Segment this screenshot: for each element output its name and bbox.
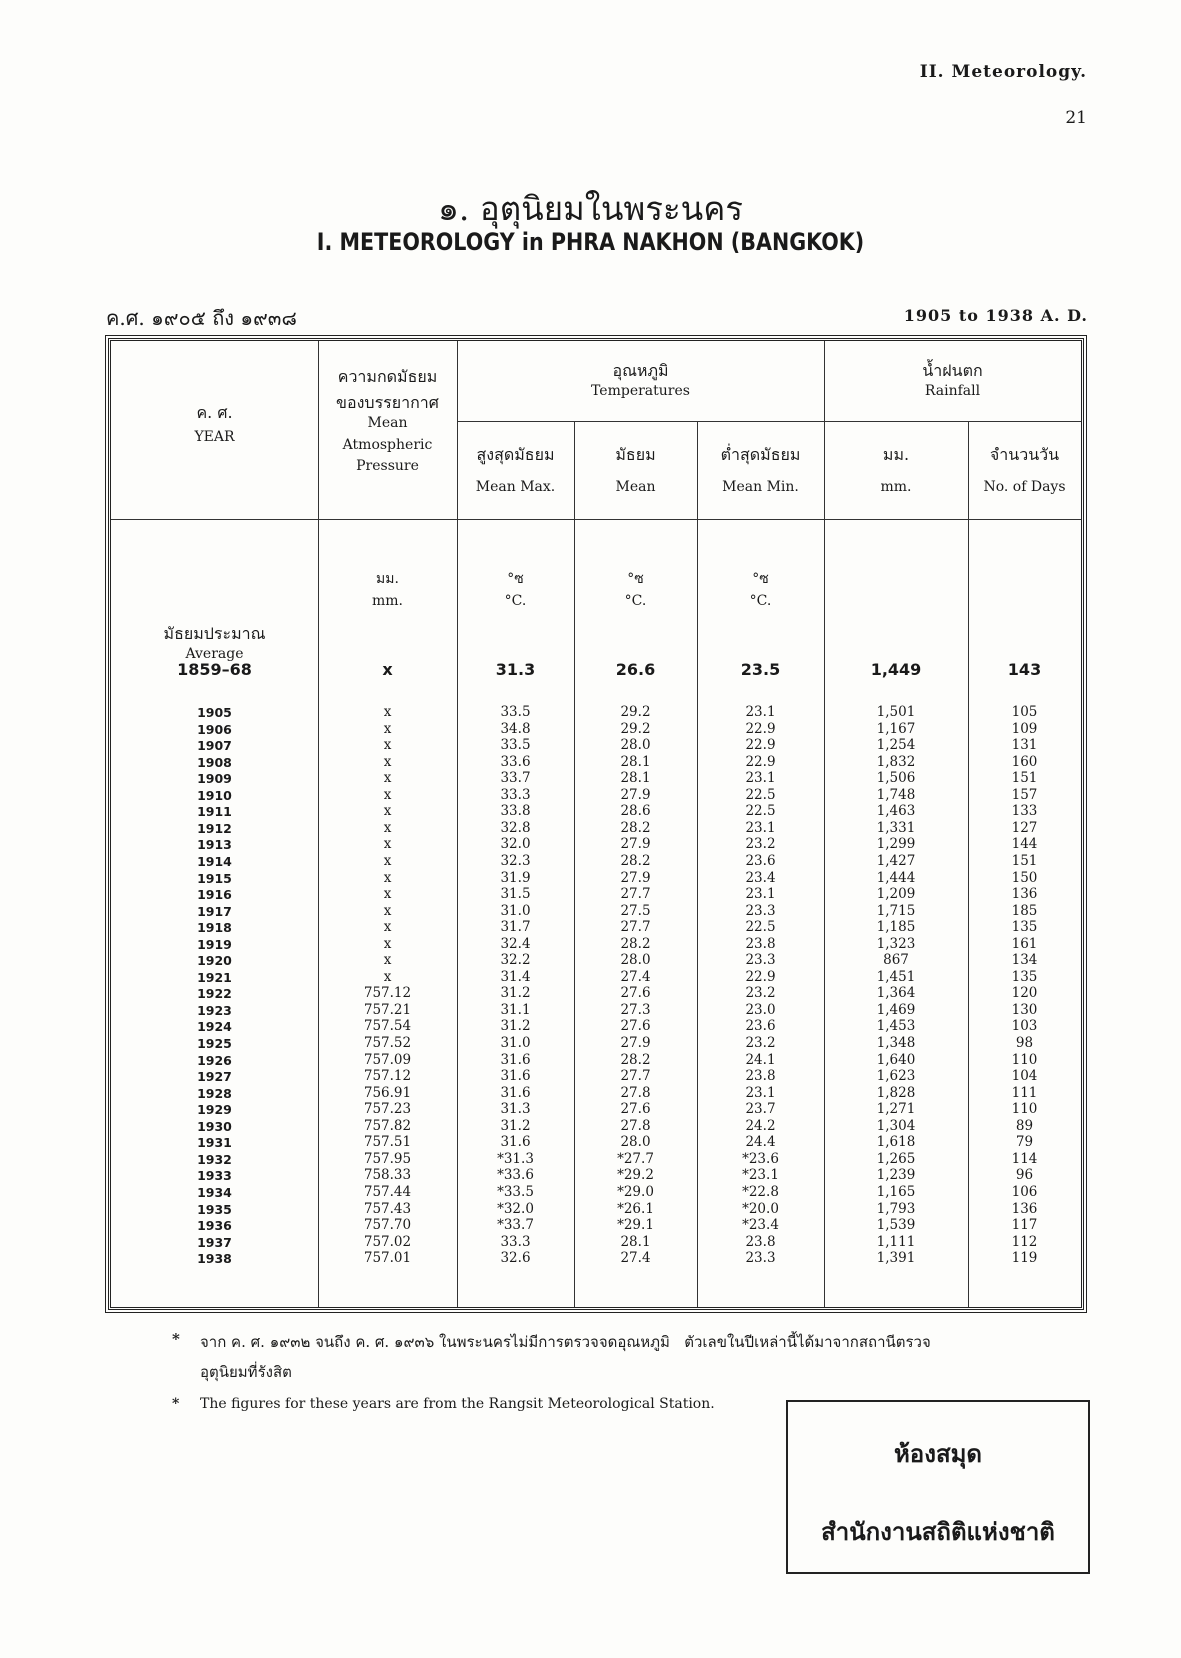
mean-max-cell: 34.8 [500, 720, 531, 737]
rainfall-mm-header-thai: มม. [882, 445, 910, 464]
pressure-cell: x [383, 704, 392, 720]
rainfall-days-cell: 79 [1015, 1134, 1034, 1151]
mean-min-cell: 23.1 [745, 819, 776, 836]
pressure-unit-english: mm. [371, 592, 403, 609]
rainfall-days-cell: 120 [1011, 985, 1038, 1002]
year-cell: 1937 [197, 1234, 232, 1250]
mean-cell: 28.1 [620, 753, 651, 770]
mean-max-cell: 31.3 [500, 1101, 531, 1118]
pressure-cell: 757.23 [363, 1101, 412, 1118]
temperature-header-thai: อุณหภูมิ [612, 361, 669, 380]
mean-cell: 27.9 [620, 836, 651, 853]
rainfall-mm-cell: 1,265 [876, 1150, 916, 1167]
mean-max-cell: 33.7 [500, 770, 531, 787]
mean-min-cell: *23.4 [742, 1217, 779, 1234]
mean-min-cell: 23.1 [745, 1084, 776, 1101]
rainfall-days-cell: 185 [1011, 902, 1038, 919]
year-cell: 1907 [197, 738, 232, 754]
rainfall-mm-cell: 1,444 [876, 869, 916, 886]
mean-min-cell: 23.8 [745, 935, 776, 952]
mean-max-cell: 31.6 [500, 1051, 531, 1068]
mean-unit-english: °C. [624, 592, 647, 609]
year-cell: 1920 [197, 953, 232, 969]
mean-min-cell: 23.3 [745, 902, 776, 919]
mean-min-cell: 23.1 [745, 770, 776, 787]
rainfall-mm-cell: 1,640 [876, 1051, 916, 1068]
mean-min-cell: *20.0 [742, 1200, 779, 1217]
mean-min-cell: 23.8 [745, 1068, 776, 1085]
footnote-english: The figures for these years are from the Rangsit Meteorological Station. [200, 1396, 715, 1412]
rainfall-days-cell: 105 [1011, 704, 1038, 720]
mean-max-cell: 32.8 [500, 819, 531, 836]
pressure-cell: 757.21 [363, 1001, 412, 1018]
mean-min-cell: 23.8 [745, 1233, 776, 1250]
mean-cell: 28.0 [620, 1134, 651, 1151]
pressure-cell: 757.70 [363, 1217, 412, 1234]
year-cell: 1909 [197, 771, 232, 787]
pressure-cell: 757.01 [363, 1250, 412, 1267]
rainfall-days-cell: 150 [1011, 869, 1038, 886]
year-cell: 1912 [197, 820, 232, 836]
pressure-cell: x [383, 753, 392, 770]
rainfall-days-cell: 131 [1011, 737, 1038, 754]
pressure-cell: x [383, 968, 392, 985]
rainfall-days-cell: 130 [1011, 1001, 1038, 1018]
mean-cell: 27.8 [620, 1117, 651, 1134]
rainfall-days-cell: 151 [1011, 852, 1038, 869]
pressure-cell: 757.02 [363, 1233, 412, 1250]
mean-min-cell: 23.6 [745, 852, 776, 869]
rainfall-mm-cell: 1,793 [876, 1200, 916, 1217]
year-cell: 1924 [197, 1019, 232, 1035]
rainfall-mm-cell: 1,501 [876, 704, 916, 720]
pressure-header-english-3: Pressure [356, 458, 419, 474]
max-unit-english: °C. [504, 592, 527, 609]
mean-max-cell: 31.1 [500, 1001, 531, 1018]
rainfall-mm-header-english: mm. [880, 479, 912, 495]
pressure-cell: 757.12 [363, 1068, 412, 1085]
pressure-cell: x [382, 660, 393, 679]
year-cell: 1935 [197, 1201, 232, 1217]
mean-max-cell: 31.9 [500, 869, 531, 886]
mean-min-header-english: Mean Min. [722, 479, 799, 495]
mean-cell: 27.6 [620, 985, 651, 1002]
rainfall-days-cell: 89 [1015, 1117, 1034, 1134]
rainfall-days-cell: 110 [1011, 1101, 1038, 1118]
rainfall-days-cell: 98 [1015, 1035, 1034, 1051]
footnote-star: * [172, 1396, 180, 1412]
stamp-line-1: ห้องสมุด [893, 1439, 982, 1468]
year-cell: 1922 [197, 986, 232, 1002]
mean-cell: 28.2 [620, 935, 651, 952]
rainfall-mm-cell: 1,209 [876, 886, 916, 903]
mean-max-cell: *33.7 [497, 1217, 534, 1234]
rainfall-days-cell: 160 [1011, 753, 1038, 770]
year-cell: 1928 [197, 1085, 232, 1101]
rainfall-mm-cell: 1,618 [876, 1134, 916, 1151]
mean-cell: *29.2 [617, 1167, 654, 1184]
pressure-cell: 757.12 [363, 985, 412, 1002]
mean-min-cell: 22.9 [745, 968, 776, 985]
mean-min-header-thai: ต่ำสุดมัธยม [720, 445, 801, 464]
pressure-cell: x [383, 803, 392, 820]
year-cell: 1906 [197, 721, 232, 737]
mean-max-cell: 33.8 [500, 803, 531, 820]
mean-max-cell: 32.2 [500, 952, 531, 969]
pressure-cell: x [383, 720, 392, 737]
rainfall-mm-cell: 1,299 [876, 836, 916, 853]
mean-max-cell: 31.2 [500, 1018, 531, 1035]
pressure-cell: x [383, 819, 392, 836]
footnote-star: * [172, 1330, 180, 1348]
year-cell: 1914 [197, 853, 232, 869]
mean-cell: 28.1 [620, 1233, 651, 1250]
mean-min-cell: 23.5 [740, 660, 781, 679]
pressure-cell: x [383, 770, 392, 787]
mean-max-cell: 31.4 [500, 968, 531, 985]
mean-cell: 27.9 [620, 786, 651, 803]
year-cell: 1934 [197, 1184, 232, 1200]
rainfall-days-cell: 143 [1007, 660, 1042, 679]
rainfall-mm-cell: 1,254 [876, 737, 916, 754]
mean-cell: 27.9 [620, 869, 651, 886]
pressure-header-english-1: Mean [367, 415, 408, 431]
section-header: II. Meteorology. [919, 62, 1087, 82]
rainfall-days-cell: 110 [1011, 1051, 1038, 1068]
mean-max-cell: 31.6 [500, 1068, 531, 1085]
header-bottom-line [111, 519, 1081, 520]
mean-cell: 27.9 [620, 1035, 651, 1051]
mean-min-cell: 24.4 [745, 1134, 776, 1151]
pressure-cell: 757.51 [363, 1134, 412, 1151]
mean-min-cell: 22.5 [745, 919, 776, 936]
year-cell: 1926 [197, 1052, 232, 1068]
rainfall-mm-cell: 1,304 [876, 1117, 916, 1134]
year-cell: 1921 [197, 969, 232, 985]
pressure-header-thai-1: ความกดมัธยม [337, 367, 438, 386]
rainfall-days-cell: 151 [1011, 770, 1038, 787]
rainfall-mm-cell: 1,463 [876, 803, 916, 820]
year-cell: 1908 [197, 754, 232, 770]
mean-min-cell: 23.0 [745, 1001, 776, 1018]
mean-max-cell: 32.6 [500, 1250, 531, 1267]
mean-min-cell: 23.2 [745, 836, 776, 853]
rainfall-days-cell: 117 [1011, 1217, 1038, 1234]
mean-cell: 27.6 [620, 1101, 651, 1118]
rainfall-days-cell: 135 [1011, 919, 1038, 936]
pressure-cell: x [383, 935, 392, 952]
rainfall-mm-cell: 1,391 [876, 1250, 916, 1267]
mean-max-cell: 33.5 [500, 737, 531, 754]
mean-min-cell: 23.7 [745, 1101, 776, 1118]
mean-cell: 28.2 [620, 819, 651, 836]
pressure-cell: x [383, 786, 392, 803]
mean-min-cell: 23.3 [745, 1250, 776, 1267]
rainfall-mm-cell: 1,331 [876, 819, 916, 836]
year-cell: 1938 [197, 1251, 232, 1267]
header-divider [457, 421, 1081, 422]
mean-min-cell: 24.2 [745, 1117, 776, 1134]
rainfall-days-cell: 104 [1011, 1068, 1038, 1085]
rainfall-days-cell: 103 [1011, 1018, 1038, 1035]
year-cell: 1919 [197, 936, 232, 952]
year-cell: 1929 [197, 1102, 232, 1118]
mean-max-cell: 31.7 [500, 919, 531, 936]
mean-cell: 27.4 [620, 1250, 651, 1267]
rainfall-mm-cell: 1,111 [876, 1233, 916, 1250]
mean-min-cell: 23.6 [745, 1018, 776, 1035]
mean-max-cell: 33.5 [500, 704, 531, 720]
pressure-cell: 757.52 [363, 1035, 412, 1051]
year-cell: 1910 [197, 787, 232, 803]
mean-max-cell: *33.6 [497, 1167, 534, 1184]
year-cell: 1915 [197, 870, 232, 886]
year-cell: 1916 [197, 887, 232, 903]
rainfall-mm-cell: 1,165 [876, 1183, 916, 1200]
rainfall-mm-cell: 1,427 [876, 852, 916, 869]
mean-max-cell: 33.6 [500, 753, 531, 770]
mean-cell: 28.2 [620, 1051, 651, 1068]
pressure-cell: x [383, 886, 392, 903]
mean-min-cell: 22.5 [745, 803, 776, 820]
pressure-cell: x [383, 919, 392, 936]
mean-cell: 28.0 [620, 737, 651, 754]
pressure-cell: 757.44 [363, 1183, 412, 1200]
library-stamp [786, 1400, 1090, 1574]
mean-cell: 28.0 [620, 952, 651, 969]
min-unit-english: °C. [749, 592, 772, 609]
mean-cell: 27.7 [620, 1068, 651, 1085]
rainfall-days-cell: 96 [1015, 1167, 1034, 1184]
year-cell: 1917 [197, 903, 232, 919]
title-english: I. METEOROLOGY in PHRA NAKHON (BANGKOK) [316, 228, 865, 256]
mean-min-cell: 22.5 [745, 786, 776, 803]
mean-cell: 28.6 [620, 803, 651, 820]
rainfall-mm-cell: 1,348 [876, 1035, 916, 1051]
mean-min-cell: 23.2 [745, 985, 776, 1002]
mean-max-cell: 31.0 [500, 1035, 531, 1051]
mean-min-cell: 22.9 [745, 753, 776, 770]
rainfall-mm-cell: 1,469 [876, 1001, 916, 1018]
year-cell: 1932 [197, 1151, 232, 1167]
year-cell: 1913 [197, 837, 232, 853]
year-cell: 1930 [197, 1118, 232, 1134]
year-cell: 1923 [197, 1002, 232, 1018]
year-cell: 1936 [197, 1218, 232, 1234]
mean-cell: *26.1 [617, 1200, 654, 1217]
pressure-cell: x [383, 737, 392, 754]
mean-max-cell: 32.3 [500, 852, 531, 869]
rainfall-days-cell: 157 [1011, 786, 1038, 803]
rainfall-days-cell: 119 [1011, 1250, 1038, 1267]
mean-max-cell: 31.3 [495, 660, 536, 679]
rainfall-mm-cell: 1,715 [876, 902, 916, 919]
mean-max-cell: 31.2 [500, 985, 531, 1002]
year-cell: 1933 [197, 1168, 232, 1184]
mean-max-cell: 33.3 [500, 786, 531, 803]
rainfall-days-cell: 127 [1011, 819, 1038, 836]
mean-cell: 27.6 [620, 1018, 651, 1035]
mean-cell: *29.1 [617, 1217, 654, 1234]
mean-min-cell: *22.8 [742, 1183, 779, 1200]
mean-min-cell: *23.6 [742, 1150, 779, 1167]
rainfall-days-cell: 109 [1011, 720, 1038, 737]
meteorology-table [108, 338, 1084, 1310]
mean-header-english: Mean [615, 479, 656, 495]
mean-cell: 27.7 [620, 919, 651, 936]
rainfall-days-cell: 135 [1011, 968, 1038, 985]
pressure-cell: 757.82 [363, 1117, 412, 1134]
year-cell: 1859–68 [177, 660, 252, 679]
rainfall-mm-cell: 1,364 [876, 985, 916, 1002]
mean-max-cell: 31.6 [500, 1084, 531, 1101]
mean-max-cell: *32.0 [497, 1200, 534, 1217]
max-unit-thai: °ซ [507, 571, 524, 587]
min-unit-thai: °ซ [752, 571, 769, 587]
mean-max-cell: 32.0 [500, 836, 531, 853]
mean-cell: 27.4 [620, 968, 651, 985]
rainfall-days-cell: 111 [1011, 1084, 1038, 1101]
mean-min-cell: 23.1 [745, 704, 776, 720]
year-cell: 1925 [197, 1036, 232, 1051]
rainfall-header-english: Rainfall [924, 383, 981, 399]
rainfall-mm-cell: 1,167 [876, 720, 916, 737]
mean-cell: 26.6 [615, 660, 656, 679]
year-cell: 1927 [197, 1069, 232, 1085]
stamp-line-2: สำนักงานสถิติแห่งชาติ [821, 1517, 1055, 1546]
rainfall-days-header-thai: จำนวนวัน [989, 445, 1060, 464]
period-thai: ค.ศ. ๑๙๐๕ ถึง ๑๙๓๘ [106, 306, 297, 330]
mean-max-header-english: Mean Max. [475, 479, 556, 495]
mean-cell: 29.2 [620, 704, 651, 720]
rainfall-days-cell: 106 [1011, 1183, 1038, 1200]
rainfall-mm-cell: 1,271 [876, 1101, 916, 1118]
mean-cell: 27.3 [620, 1001, 651, 1018]
rainfall-days-cell: 134 [1011, 952, 1038, 969]
mean-max-cell: 31.5 [500, 886, 531, 903]
average-label-thai: มัธยมประมาณ [163, 624, 266, 643]
pressure-cell: x [383, 952, 392, 969]
pressure-cell: x [383, 902, 392, 919]
mean-min-cell: *23.1 [742, 1167, 779, 1184]
mean-min-cell: 22.9 [745, 737, 776, 754]
mean-min-cell: 24.1 [745, 1051, 776, 1068]
footnote-thai-line1: จาก ค. ศ. ๑๙๓๒ จนถึง ค. ศ. ๑๙๓๖ ในพระนครไม่มีการตรวจจดอุณหภูมิ ตัวเลขในปีเหล่านี้ได้มาจากสถานีตรวจ [200, 1333, 931, 1351]
temperature-header-english: Temperatures [591, 383, 690, 399]
pressure-cell: x [383, 836, 392, 853]
rainfall-mm-cell: 1,828 [876, 1084, 916, 1101]
mean-max-cell: 31.6 [500, 1134, 531, 1151]
mean-cell: 28.2 [620, 852, 651, 869]
mean-cell: 29.2 [620, 720, 651, 737]
pressure-cell: 757.95 [363, 1150, 412, 1167]
pressure-header-thai-2: ของบรรยากาศ [336, 393, 439, 412]
mean-max-cell: 32.4 [500, 935, 531, 952]
mean-cell: 27.7 [620, 886, 651, 903]
rainfall-days-cell: 133 [1011, 803, 1038, 820]
pressure-cell: 757.09 [363, 1051, 412, 1068]
mean-min-cell: 23.2 [745, 1035, 776, 1051]
mean-max-cell: 31.2 [500, 1117, 531, 1134]
period-english: 1905 to 1938 A. D. [903, 306, 1088, 325]
rainfall-mm-cell: 1,185 [876, 919, 916, 936]
mean-min-cell: 23.1 [745, 886, 776, 903]
year-cell: 1931 [197, 1135, 232, 1151]
rainfall-mm-cell: 1,449 [870, 660, 922, 679]
mean-max-header-thai: สูงสุดมัธยม [476, 445, 555, 464]
mean-cell: 27.5 [620, 902, 651, 919]
mean-max-cell: *33.5 [497, 1183, 534, 1200]
rainfall-mm-cell: 1,623 [876, 1068, 916, 1085]
pressure-cell: 757.54 [363, 1018, 412, 1035]
rainfall-days-cell: 161 [1011, 935, 1038, 952]
mean-max-cell: *31.3 [497, 1150, 534, 1167]
rainfall-mm-cell: 1,539 [876, 1217, 916, 1234]
mean-min-cell: 23.4 [745, 869, 776, 886]
pressure-cell: 757.43 [363, 1200, 412, 1217]
mean-max-cell: 31.0 [500, 902, 531, 919]
rainfall-mm-cell: 1,832 [876, 753, 916, 770]
mean-min-cell: 22.9 [745, 720, 776, 737]
average-label-english: Average [185, 646, 244, 662]
rainfall-mm-cell: 1,453 [876, 1018, 916, 1035]
title-thai: ๑. อุตุนิยมในพระนคร [437, 189, 744, 228]
rainfall-days-cell: 136 [1011, 1200, 1038, 1217]
page-number: 21 [1065, 108, 1087, 128]
mean-min-cell: 23.3 [745, 952, 776, 969]
pressure-unit-thai: มม. [376, 571, 399, 587]
rainfall-days-cell: 112 [1011, 1233, 1038, 1250]
pressure-cell: 756.91 [363, 1084, 412, 1101]
rainfall-mm-cell: 1,506 [876, 770, 916, 787]
pressure-cell: x [383, 869, 392, 886]
mean-unit-thai: °ซ [627, 571, 644, 587]
mean-max-cell: 33.3 [500, 1233, 531, 1250]
rainfall-header-thai: น้ำฝนตก [922, 361, 983, 380]
rainfall-days-cell: 144 [1011, 836, 1038, 853]
year-cell: 1905 [197, 705, 232, 720]
rainfall-mm-cell: 1,323 [876, 935, 916, 952]
footnote-thai-line2: อุตุนิยมที่รังสิต [200, 1363, 292, 1381]
rainfall-mm-cell: 867 [883, 952, 909, 969]
rainfall-days-cell: 114 [1011, 1150, 1038, 1167]
mean-header-thai: มัธยม [615, 445, 656, 464]
year-header-english: YEAR [194, 429, 235, 445]
mean-cell: *27.7 [617, 1150, 654, 1167]
year-cell: 1911 [197, 804, 232, 820]
rainfall-mm-cell: 1,451 [876, 968, 916, 985]
pressure-cell: 758.33 [363, 1167, 412, 1184]
mean-cell: *29.0 [617, 1183, 654, 1200]
mean-cell: 27.8 [620, 1084, 651, 1101]
year-cell: 1918 [197, 920, 232, 936]
pressure-header-english-2: Atmospheric [342, 436, 433, 453]
rainfall-days-header-english: No. of Days [983, 479, 1066, 495]
year-header-thai: ค. ศ. [196, 403, 233, 422]
rainfall-mm-cell: 1,748 [876, 786, 916, 803]
rainfall-days-cell: 136 [1011, 886, 1038, 903]
rainfall-mm-cell: 1,239 [876, 1167, 916, 1184]
pressure-cell: x [383, 852, 392, 869]
mean-cell: 28.1 [620, 770, 651, 787]
